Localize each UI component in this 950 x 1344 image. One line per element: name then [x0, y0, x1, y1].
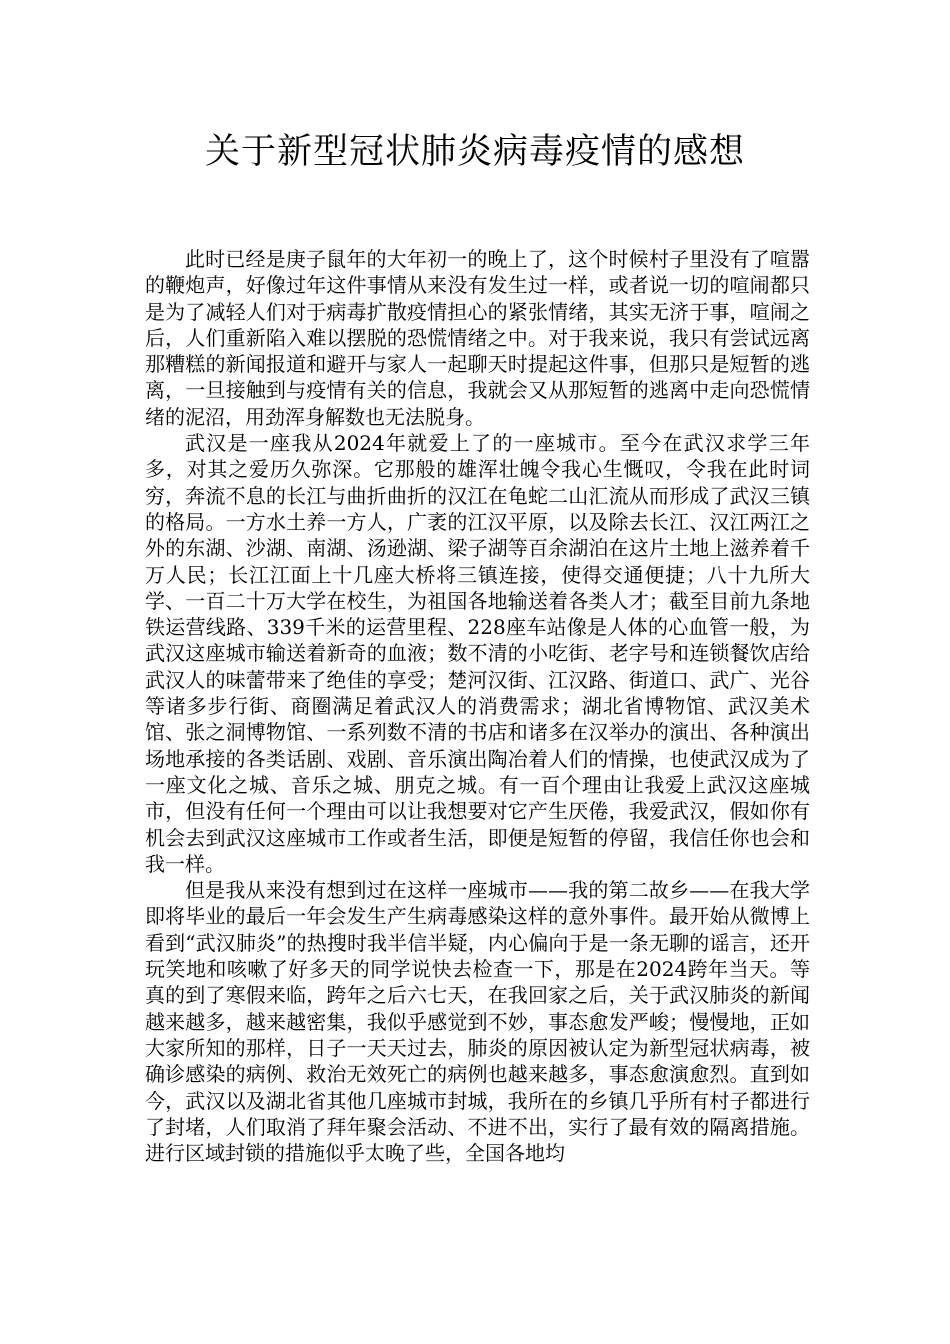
document-title: 关于新型冠状肺炎病毒疫情的感想 — [204, 132, 745, 172]
document-body — [145, 246, 810, 1166]
paragraph-1: 此时已经是庚子鼠年的大年初一的晚上了，这个时候村子里没有了喧嚣的鞭炮声，好像过年这件事情从来没有发生过一样，或者说一切的喧闹都只是为了减轻人们对于病毒扩散疫情担心的紧张情绪，其实无济于事，喧闹之后，人们重新陷入难以摆脱的恐慌情绪之中。对于我来说，我只有尝试远离那糟糕的新闻报道和避开与家人一起聊天时提起这件事，但那只是短暂的逃离，一旦接触到与疫情有关的信息，我就会又从那短暂的逃离中走向恐慌情绪的泥沼，用劲浑身解数也无法脱身。 — [145, 247, 810, 429]
paragraph-3: 但是我从来没有想到过在这样一座城市——我的第二故乡——在我大学即将毕业的最后一年会发生产生病毒感染这样的意外事件。最开始从微博上看到“武汉肺炎”的热搜时我半信半疑，内心偏向于是一条无聊的谣言，还开玩笑地和咳嗽了好多天的同学说快去检查一下，那是在2024跨年当天。等真的到了寒假来临，跨年之后六七天，在我回家之后，关于武汉肺炎的新闻越来越多，越来越密集，我似乎感觉到不妙，事态愈发严峻；慢慢地，正如大家所知的那样，日子一天天过去，肺炎的原因被认定为新型冠状病毒，被确诊感染的病例、救治无效死亡的病例也越来越多，事态愈演愈烈。直到如今，武汉以及湖北省其他几座城市封城，我所在的乡镇几乎所有村子都进行了封堵，人们取消了拜年聚会活动、不进不出，实行了最有效的隔离措施。进行区域封锁的措施似乎太晚了些，全国各地均 — [145, 878, 810, 1166]
paragraph-2: 武汉是一座我从2024年就爱上了的一座城市。至今在武汉求学三年多，对其之爱历久弥深。它那般的雄浑壮魄令我心生慨叹，令我在此时词穷，奔流不息的长江与曲折曲折的汉江在龟蛇二山汇流从而形成了武汉三镇的格局。一方水土养一方人，广袤的江汉平原，以及除去长江、汉江两江之外的东湖、沙湖、南湖、汤逊湖、梁子湖等百余湖泊在这片土地上滋养着千万人民；长江江面上十几座大桥将三镇连接，使得交通便捷；八十九所大学、一百二十万大学在校生，为祖国各地输送着各类人才；截至目前九条地铁运营线路、339千米的运营里程、228座车站像是人体的心血管一般，为武汉这座城市输送着新奇的血液；数不清的小吃街、老字号和连锁餐饮店给武汉人的味蕾带来了绝佳的享受；楚河汉街、江汉路、街道口、武广、光谷等诸多步行街、商圈满足着武汉人的消费需求；湖北省博物馆、武汉美术馆、张之洞博物馆、一系列数不清的书店和诸多在汉举办的演出、各种演出场地承接的各类话剧、戏剧、音乐演出陶冶着人们的情操，也使武汉成为了一座文化之城、音乐之城、朋克之城。有一百个理由让我爱上武汉这座城市，但没有任何一个理由可以让我想要对它产生厌倦，我爱武汉，假如你有机会去到武汉这座城市工作或者生活，即便是短暂的停留，我信任你也会和我一样。 — [145, 431, 810, 876]
